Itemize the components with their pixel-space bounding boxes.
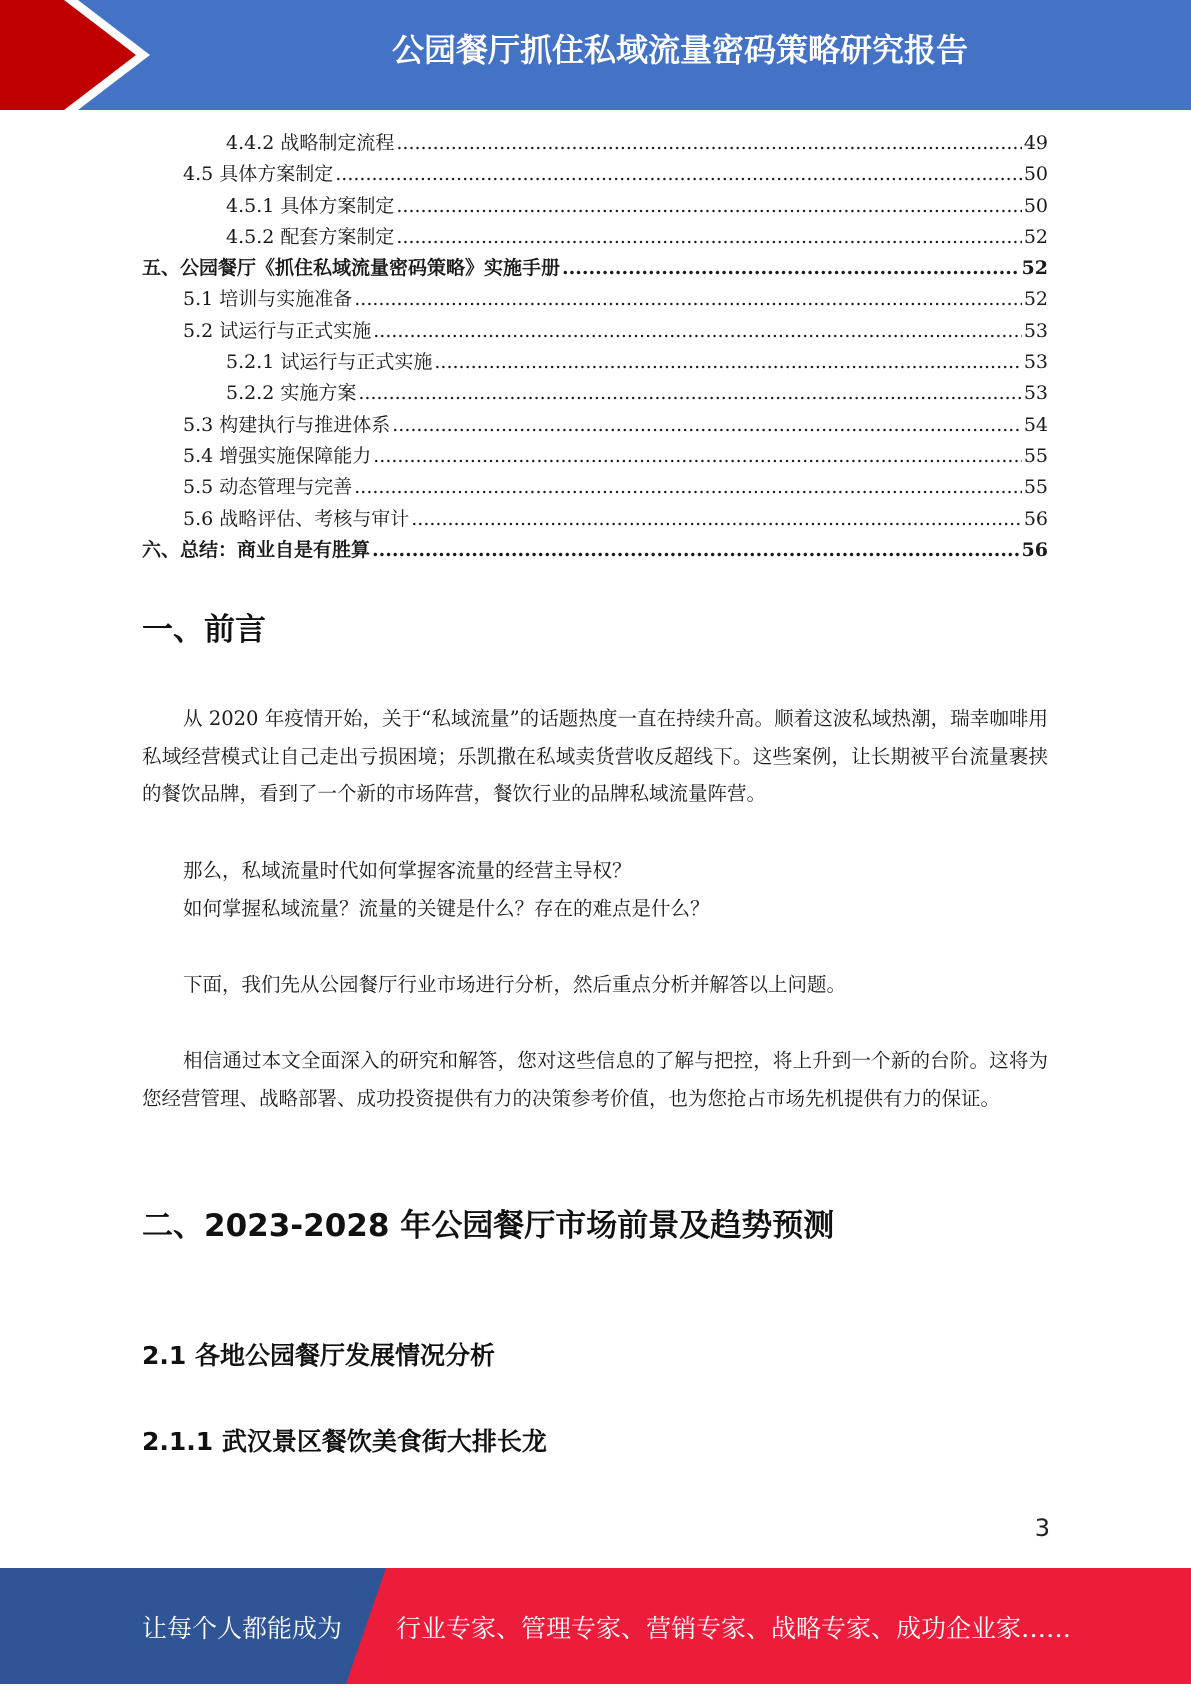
toc-entry-page: 56 [1023, 507, 1048, 530]
toc-entry-page: 54 [1023, 413, 1048, 436]
toc-entry-title: 5.1 培训与实施准备 [183, 288, 353, 311]
toc-entry[interactable] [142, 284, 1048, 315]
preface-paragraph-2: 下面，我们先从公园餐厅行业市场进行分析，然后重点分析并解答以上问题。 [183, 973, 847, 996]
toc-entry-title: 5.3 构建执行与推进体系 [183, 413, 391, 436]
toc-entry-page: 50 [1023, 163, 1048, 186]
toc-leader-dots [372, 539, 1020, 561]
toc-entry-title: 5.2 试运行与正式实施 [183, 319, 372, 342]
toc-entry-page: 55 [1023, 444, 1048, 467]
toc-entry-page: 56 [1021, 538, 1048, 561]
toc-leader-dots [434, 351, 1021, 373]
toc-entry-title: 六、总结：商业自是有胜算 [142, 538, 371, 561]
toc-entry[interactable] [142, 253, 1048, 284]
toc-entry-title: 5.2.1 试运行与正式实施 [226, 351, 433, 374]
toc-entry-page: 53 [1023, 319, 1048, 342]
subsection-heading-2-1: 2.1 各地公园餐厅发展情况分析 [142, 1341, 495, 1370]
toc-leader-dots [396, 132, 1021, 154]
toc-entry-page: 52 [1021, 257, 1048, 280]
toc-leader-dots [354, 288, 1022, 310]
toc-entry[interactable] [142, 410, 1048, 441]
toc-entry-title: 4.5 具体方案制定 [183, 163, 334, 186]
toc-entry[interactable] [142, 316, 1048, 347]
toc-entry[interactable] [142, 222, 1048, 253]
toc-entry-title: 4.5.1 具体方案制定 [226, 194, 395, 217]
toc-leader-dots [358, 382, 1021, 404]
toc-leader-dots [335, 163, 1022, 185]
toc-leader-dots [392, 414, 1022, 436]
toc-leader-dots [396, 226, 1021, 248]
subsection-heading-2-1-1: 2.1.1 武汉景区餐饮美食街大排长龙 [142, 1427, 547, 1456]
toc-leader-dots [411, 508, 1022, 530]
toc-entry-page: 53 [1023, 382, 1048, 405]
toc-entry[interactable] [142, 128, 1048, 159]
toc-leader-dots [562, 257, 1020, 279]
preface-question-2: 如何掌握私域流量？流量的关键是什么？存在的难点是什么？ [183, 897, 710, 920]
preface-paragraph-1: 从 2020 年疫情开始，关于“私域流量”的话题热度一直在持续升高。顺着这波私域热潮，瑞幸咖啡用私域经营模式让自己走出亏损困境；乐凯撒在私域卖货营收反超线下。这些案例，让长期被平台流量裹挟的餐饮品牌，看到了一个新的市场阵营，餐饮行业的品牌私域流量阵营。 [142, 707, 1048, 805]
toc-entry[interactable] [142, 535, 1048, 566]
toc-entry-page: 52 [1023, 288, 1048, 311]
toc-entry-title: 5.2.2 实施方案 [226, 382, 357, 405]
toc-entry[interactable] [142, 347, 1048, 378]
toc-entry[interactable] [142, 159, 1048, 190]
report-title: 公园餐厅抓住私域流量密码策略研究报告 [391, 31, 968, 69]
toc-entry-title: 4.4.2 战略制定流程 [226, 132, 395, 154]
page-header [0, 0, 1191, 110]
toc-leader-dots [354, 476, 1022, 498]
toc-entry-page: 52 [1023, 225, 1048, 248]
section-heading-market-outlook: 二、2023-2028 年公园餐厅市场前景及趋势预测 [142, 1208, 835, 1244]
table-of-contents [142, 128, 1048, 566]
toc-entry-title: 5.4 增强实施保障能力 [183, 444, 372, 467]
toc-entry-title: 5.5 动态管理与完善 [183, 476, 353, 499]
header-arrow-graphic [0, 0, 160, 110]
preface-paragraph-3: 相信通过本文全面深入的研究和解答，您对这些信息的了解与把控，将上升到一个新的台阶。这将为您经营管理、战略部署、成功投资提供有力的决策参考价值，也为您抢占市场先机提供有力的保证。 [142, 1049, 1048, 1110]
toc-leader-dots [396, 195, 1021, 217]
toc-entry-page: 55 [1023, 476, 1048, 499]
toc-leader-dots [373, 320, 1022, 342]
page-footer [0, 1568, 1191, 1684]
toc-entry-page: 50 [1023, 194, 1048, 217]
toc-entry-title: 4.5.2 配套方案制定 [226, 225, 395, 248]
toc-entry[interactable] [142, 191, 1048, 222]
toc-entry-title: 5.6 战略评估、考核与审计 [183, 507, 410, 530]
toc-entry-page: 53 [1023, 351, 1048, 374]
toc-entry[interactable] [142, 441, 1048, 472]
footer-slogan-right: 行业专家、管理专家、营销专家、战略专家、成功企业家…… [396, 1614, 1072, 1643]
toc-entry[interactable] [142, 504, 1048, 535]
footer-slogan-left: 让每个人都能成为 [142, 1614, 343, 1643]
toc-entry[interactable] [142, 378, 1048, 409]
preface-question-1: 那么，私域流量时代如何掌握客流量的经营主导权？ [183, 859, 632, 882]
section-heading-preface: 一、前言 [142, 612, 266, 648]
toc-entry-title: 五、公园餐厅《抓住私域流量密码策略》实施手册 [142, 257, 561, 280]
page-number: 3 [1034, 1514, 1050, 1542]
toc-leader-dots [373, 445, 1022, 467]
toc-entry-page: 49 [1023, 132, 1048, 154]
toc-entry[interactable] [142, 472, 1048, 503]
